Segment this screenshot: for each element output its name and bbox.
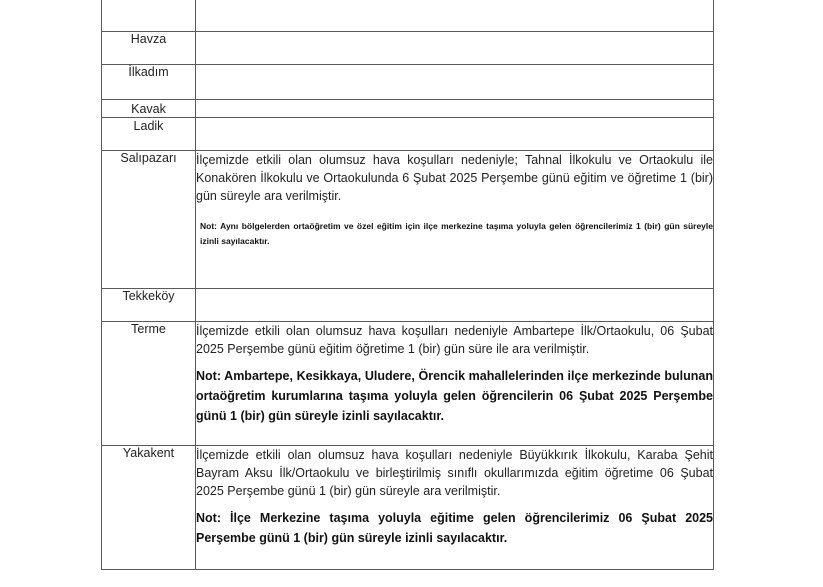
announcement-text bbox=[196, 289, 714, 322]
district-name: Terme bbox=[102, 322, 196, 446]
announcement-note: Not: İlçe Merkezine taşıma yoluyla eğitime gelen öğrencilerimiz 06 Şubat 2025 Perşembe günü 1 (bir) gün süreyle izinli sayılacaktır. bbox=[196, 511, 713, 545]
announcement-cell bbox=[196, 151, 714, 289]
district-name: Tekkeköy bbox=[102, 289, 196, 322]
district-name bbox=[102, 0, 196, 32]
table-row bbox=[102, 446, 714, 570]
announcement-text bbox=[196, 32, 714, 65]
district-name: Yakakent bbox=[102, 446, 196, 570]
announcement-text bbox=[196, 118, 714, 151]
announcement-note: Not: Aynı bölgelerden ortaöğretim ve özel eğitim için ilçe merkezine taşıma yoluyla gelen öğrencilerimiz 1 (bir) gün süreyle izinli sayılacaktır. bbox=[200, 221, 713, 246]
announcement-cell bbox=[196, 322, 714, 446]
district-name: Havza bbox=[102, 32, 196, 65]
district-name: İlkadım bbox=[102, 65, 196, 100]
district-name: Salıpazarı bbox=[102, 151, 196, 289]
district-announcement-table bbox=[101, 0, 714, 570]
table-row bbox=[102, 289, 714, 322]
announcement-cell bbox=[196, 446, 714, 570]
announcement-note: Not: Ambartepe, Kesikkaya, Uludere, Örencik mahallelerinden ilçe merkezinde bulunan ortaöğretim kurumlarına taşıma yoluyla gelen öğrencilerin 06 Şubat 2025 Perşembe günü 1 (bir) gün süreyle izinli sayılacaktır. bbox=[196, 369, 713, 423]
district-name: Kavak bbox=[102, 100, 196, 118]
table-row bbox=[102, 65, 714, 100]
table-row bbox=[102, 32, 714, 65]
announcement-text bbox=[196, 0, 714, 32]
announcement-text bbox=[196, 65, 714, 100]
table-row bbox=[102, 0, 714, 32]
district-name: Ladik bbox=[102, 118, 196, 151]
table-row bbox=[102, 100, 714, 118]
table-row bbox=[102, 118, 714, 151]
announcement-text bbox=[196, 100, 714, 118]
announcement-text: İlçemizde etkili olan olumsuz hava koşulları nedeniyle Büyükkırık İlkokulu, Karaba Şehit Bayram Aksu İlk/Ortaokulu ve birleştirilmiş sınıflı okullarımızda eğitim öğretime 06 Şubat 2025 Perşembe günü 1 (bir) gün süreyle ara verilmiştir. bbox=[196, 448, 713, 498]
announcement-text: İlçemizde etkili olan olumsuz hava koşulları nedeniyle Ambartepe İlk/Ortaokulu, 06 Şubat 2025 Perşembe günü eğitim öğretime 1 (bir) gün süre ile ara verilmiştir. bbox=[196, 324, 713, 356]
announcement-text: İlçemizde etkili olan olumsuz hava koşulları nedeniyle; Tahnal İlkokulu ve Ortaokulu ile Konakören İlkokulu ve Ortaokulunda 6 Şubat 2025 Perşembe günü eğitim ve öğretime 1 (bir) gün süreyle ara verilmiştir. bbox=[196, 153, 713, 203]
table-row bbox=[102, 151, 714, 289]
table-row bbox=[102, 322, 714, 446]
